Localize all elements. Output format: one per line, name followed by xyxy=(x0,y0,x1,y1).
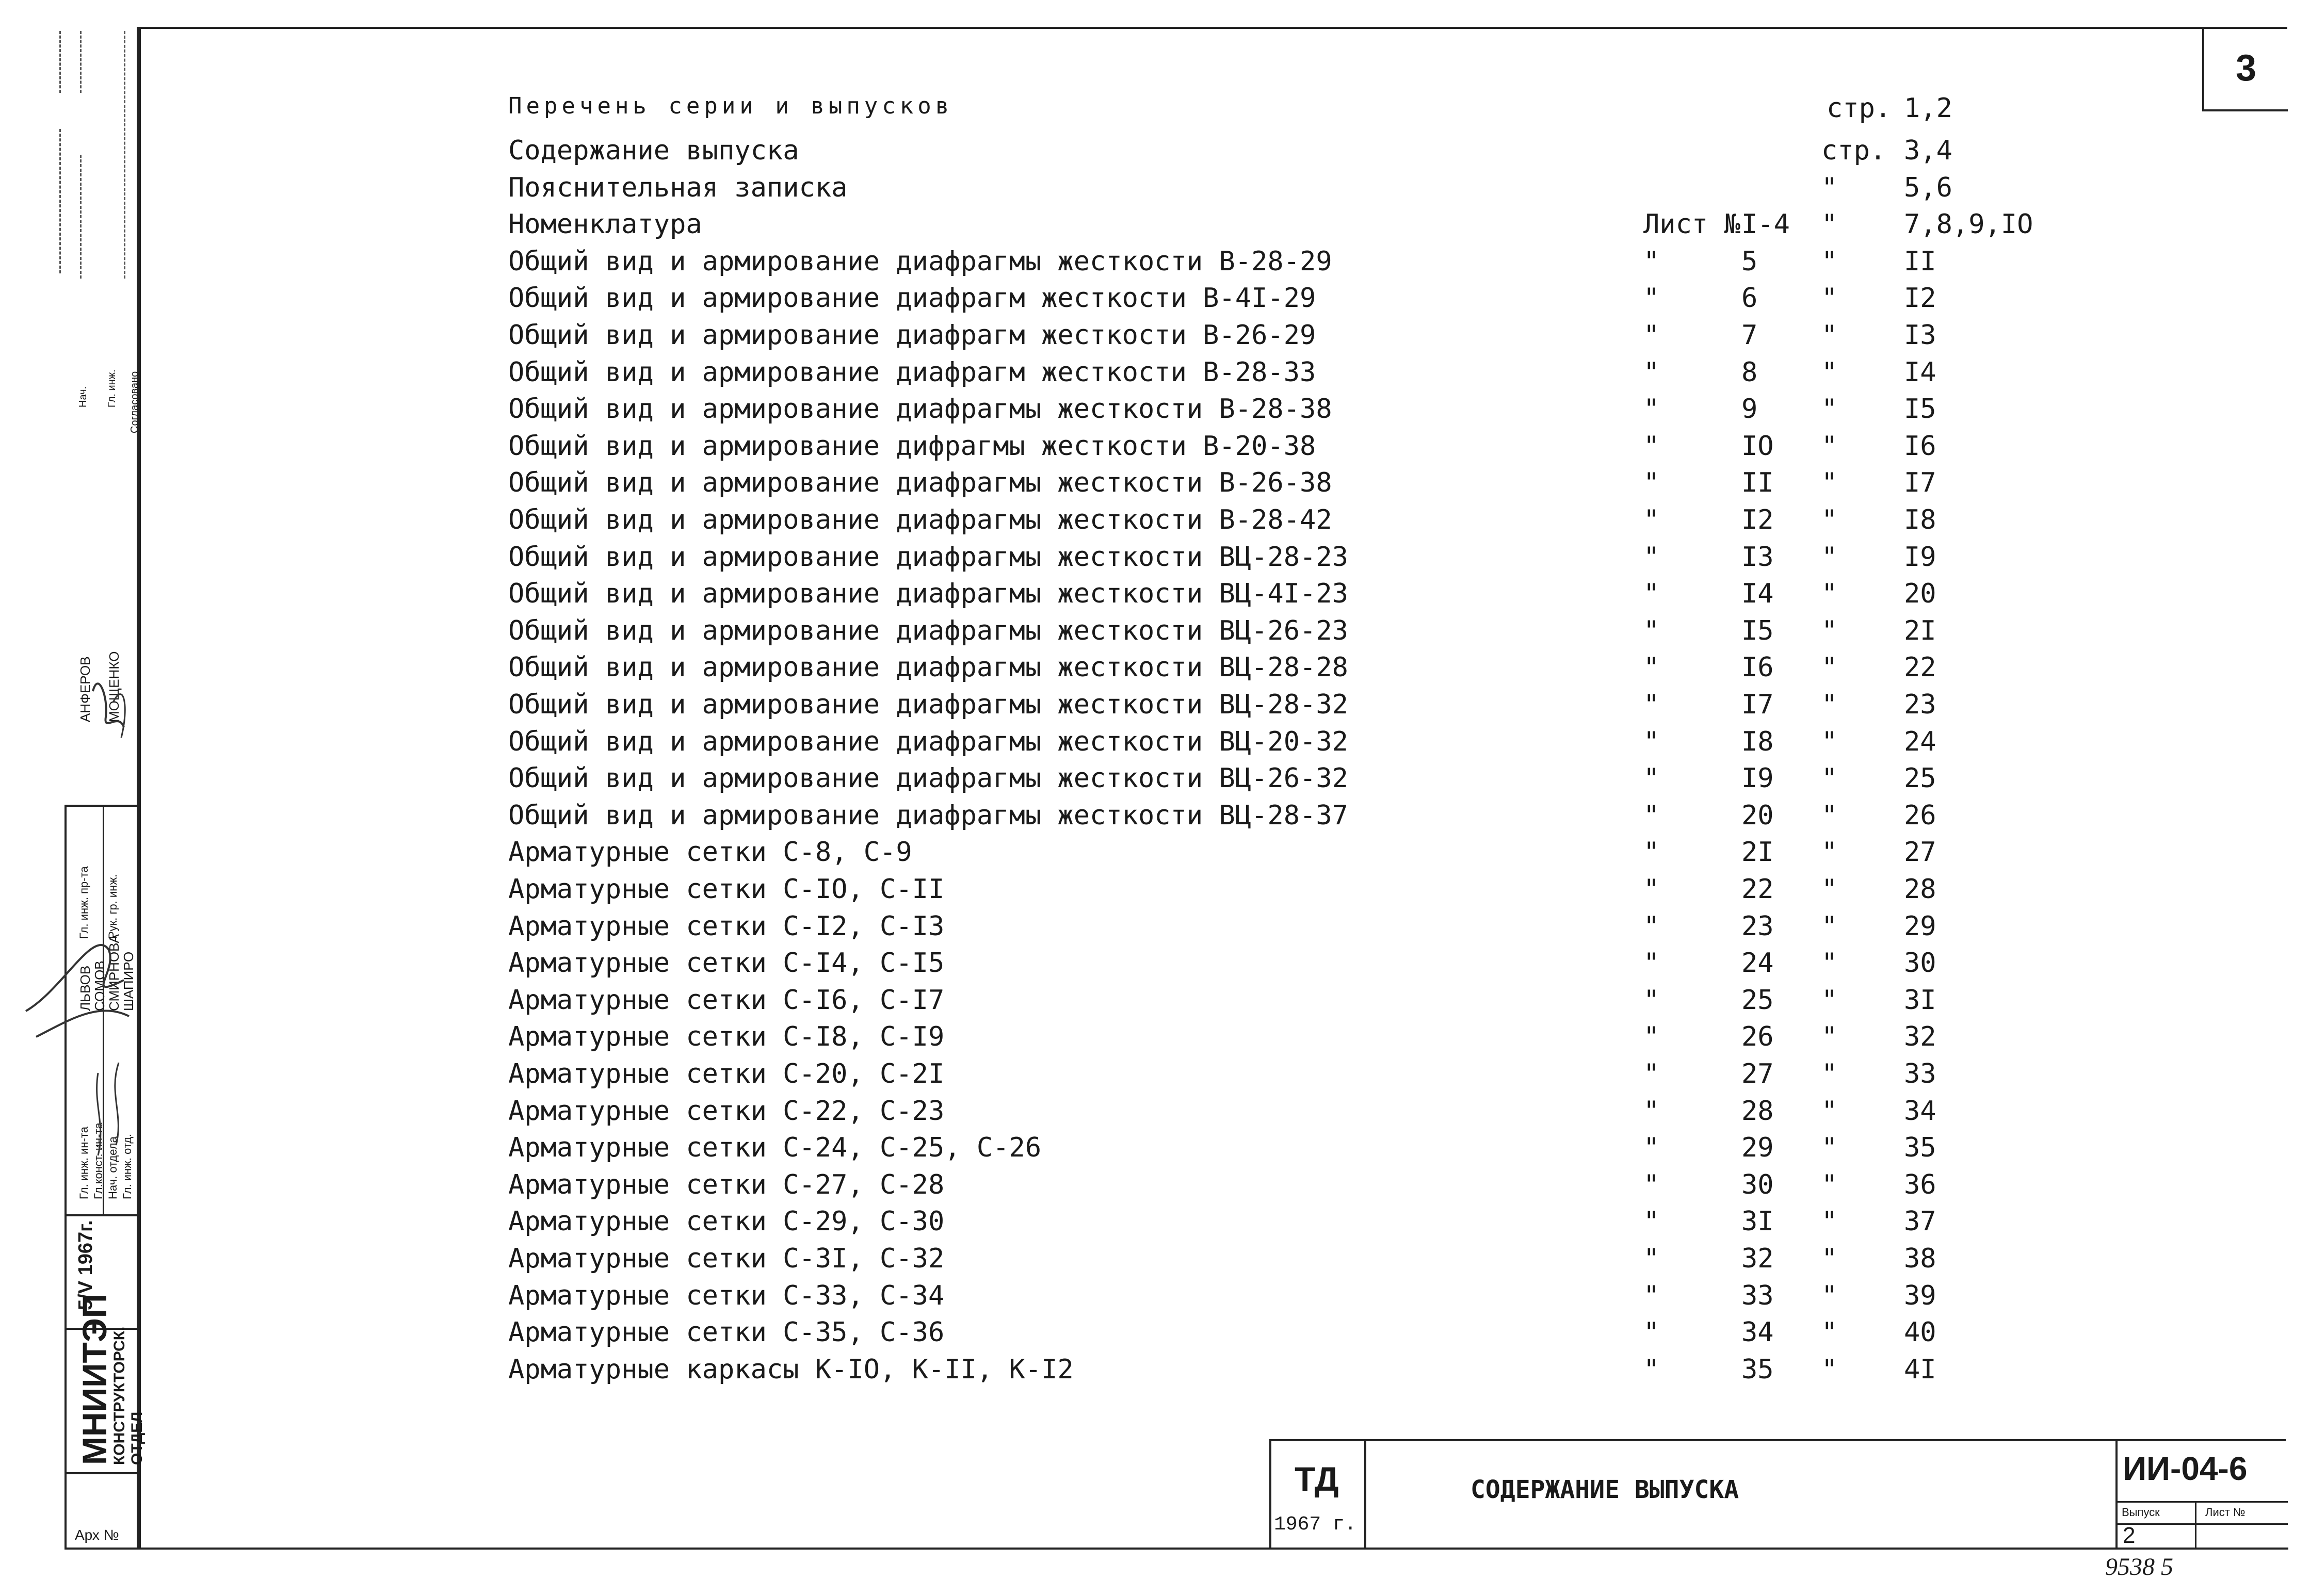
item-sheet: 34 xyxy=(1741,1317,1774,1348)
person-name: СОМОВ xyxy=(92,960,107,1011)
header-page-value: 1,2 xyxy=(1904,93,1952,124)
item-page: 25 xyxy=(1904,763,1936,794)
item-page: 33 xyxy=(1904,1058,1936,1089)
item-sheet: 29 xyxy=(1741,1132,1774,1164)
page-number: 3 xyxy=(2202,27,2288,111)
item-sheet: I9 xyxy=(1741,763,1774,794)
item-page-mark: " xyxy=(1821,1354,1838,1385)
item-title: Арматурные сетки С-IO, С-II xyxy=(508,874,945,905)
item-sheet-mark: " xyxy=(1643,837,1660,868)
item-page: I3 xyxy=(1904,320,1936,351)
item-sheet-mark: " xyxy=(1643,1169,1660,1200)
item-page-mark: " xyxy=(1821,209,1838,240)
item-page-mark: " xyxy=(1821,246,1838,277)
item-title: Общий вид и армирование диафрагм жесткости В-28-33 xyxy=(508,356,1316,388)
item-page-mark: " xyxy=(1821,430,1838,462)
role-label: Рук. гр. инж. xyxy=(106,874,119,939)
item-sheet-mark: " xyxy=(1643,1280,1660,1311)
approval-label: Нач. xyxy=(77,386,89,408)
archive-label: Арх № xyxy=(75,1527,119,1543)
item-page-mark: " xyxy=(1821,578,1838,610)
item-page: 3,4 xyxy=(1904,135,1952,166)
header-title: Перечень серии и выпусков xyxy=(508,93,954,119)
item-sheet-mark: " xyxy=(1643,320,1660,351)
item-sheet: 22 xyxy=(1741,874,1774,905)
item-sheet: 23 xyxy=(1741,910,1774,942)
item-title: Общий вид и армирование диафрагм жесткости В-26-29 xyxy=(508,320,1316,351)
stamp-org-code: ТД xyxy=(1295,1460,1339,1498)
item-title: Арматурные сетки С-8, С-9 xyxy=(508,837,912,868)
item-title: Арматурные сетки С-I8, С-I9 xyxy=(508,1021,945,1053)
issue-date: 5/V 1967г. xyxy=(75,1220,96,1310)
item-page: 20 xyxy=(1904,578,1936,610)
item-page-mark: " xyxy=(1821,1243,1838,1274)
item-page: 28 xyxy=(1904,874,1936,905)
item-sheet: 35 xyxy=(1741,1354,1774,1385)
item-sheet-mark: " xyxy=(1643,1206,1660,1237)
item-page-mark: " xyxy=(1821,504,1838,535)
item-title: Общий вид и армирование диафрагмы жесткости ВЦ-26-32 xyxy=(508,763,1348,794)
item-page: I7 xyxy=(1904,467,1936,499)
role-label: Гл. инж. пр-та xyxy=(77,866,90,939)
person-name: СМИРНОВА xyxy=(106,934,122,1011)
item-page-mark: " xyxy=(1821,615,1838,646)
person-name: АНФЕРОВ xyxy=(77,656,93,722)
item-title: Общий вид и армирование диафрагмы жесткости ВЦ-26-23 xyxy=(508,615,1348,646)
item-sheet-mark: " xyxy=(1643,689,1660,720)
item-sheet-mark: " xyxy=(1643,1243,1660,1274)
item-sheet-mark: " xyxy=(1643,726,1660,757)
item-sheet-mark: " xyxy=(1643,467,1660,499)
item-page-mark: " xyxy=(1821,910,1838,942)
item-sheet: I5 xyxy=(1741,615,1774,646)
item-page-mark: " xyxy=(1821,689,1838,720)
item-sheet-mark: Лист № xyxy=(1643,209,1740,240)
item-title: Арматурные сетки С-24, С-25, С-26 xyxy=(508,1132,1042,1164)
item-sheet-mark: " xyxy=(1643,984,1660,1016)
item-page: I2 xyxy=(1904,283,1936,314)
item-page: 3I xyxy=(1904,984,1936,1016)
item-sheet-mark: " xyxy=(1643,910,1660,942)
item-page-mark: " xyxy=(1821,1206,1838,1237)
item-sheet-mark: " xyxy=(1643,763,1660,794)
item-sheet-mark: " xyxy=(1643,1354,1660,1385)
item-sheet-mark: " xyxy=(1643,1021,1660,1053)
item-sheet: I8 xyxy=(1741,726,1774,757)
person-name: МОЩЕНКО xyxy=(106,651,122,722)
item-page-mark: " xyxy=(1821,394,1838,425)
item-sheet: I2 xyxy=(1741,504,1774,535)
item-title: Арматурные сетки С-20, С-2I xyxy=(508,1058,945,1089)
item-page-mark: " xyxy=(1821,1317,1838,1348)
item-sheet: 3I xyxy=(1741,1206,1774,1237)
item-page: 2I xyxy=(1904,615,1936,646)
item-page: I9 xyxy=(1904,541,1936,573)
item-sheet-mark: " xyxy=(1643,430,1660,462)
item-sheet: II xyxy=(1741,467,1774,499)
item-title: Арматурные сетки С-I4, С-I5 xyxy=(508,948,945,979)
item-page: 30 xyxy=(1904,948,1936,979)
item-sheet: 6 xyxy=(1741,283,1758,314)
item-sheet-mark: " xyxy=(1643,394,1660,425)
item-page-mark: " xyxy=(1821,763,1838,794)
item-title: Общий вид и армирование дифрагмы жесткости В-20-38 xyxy=(508,430,1316,462)
item-page-mark: " xyxy=(1821,283,1838,314)
item-title: Общий вид и армирование диафрагмы жесткости В-28-38 xyxy=(508,394,1332,425)
role-label: Гл.конст. ин-та xyxy=(92,1122,105,1199)
item-page-mark: " xyxy=(1821,356,1838,388)
item-page-mark: " xyxy=(1821,1132,1838,1164)
item-sheet-mark: " xyxy=(1643,615,1660,646)
item-page-mark: " xyxy=(1821,1095,1838,1127)
item-page: I6 xyxy=(1904,430,1936,462)
org-name: МНИИТЭП xyxy=(75,1293,114,1465)
role-label: Гл. инж. ин-та xyxy=(77,1127,90,1199)
item-page-mark: " xyxy=(1821,1021,1838,1053)
item-page: 24 xyxy=(1904,726,1936,757)
item-page: 4I xyxy=(1904,1354,1936,1385)
item-sheet-mark: " xyxy=(1643,800,1660,831)
item-page-mark: " xyxy=(1821,1169,1838,1200)
item-sheet-mark: " xyxy=(1643,948,1660,979)
org-dept: КОНСТРУКТОРСК. ОТДЕЛ xyxy=(111,1326,146,1465)
item-title: Арматурные сетки С-I6, С-I7 xyxy=(508,984,945,1016)
item-page: 38 xyxy=(1904,1243,1936,1274)
item-title: Общий вид и армирование диафрагмы жесткости ВЦ-28-32 xyxy=(508,689,1348,720)
item-title: Общий вид и армирование диафрагмы жесткости В-26-38 xyxy=(508,467,1332,499)
item-page-mark: " xyxy=(1821,800,1838,831)
item-sheet: 20 xyxy=(1741,800,1774,831)
item-sheet: 9 xyxy=(1741,394,1758,425)
item-page: 40 xyxy=(1904,1317,1936,1348)
item-sheet-mark: " xyxy=(1643,1317,1660,1348)
item-page: 34 xyxy=(1904,1095,1936,1127)
approval-label: Гл. инж. xyxy=(106,369,118,408)
item-sheet: 27 xyxy=(1741,1058,1774,1089)
item-sheet: 7 xyxy=(1741,320,1758,351)
item-page-mark: стр. xyxy=(1821,135,1886,166)
item-title: Арматурные сетки С-27, С-28 xyxy=(508,1169,945,1200)
item-page: I8 xyxy=(1904,504,1936,535)
item-page: 27 xyxy=(1904,837,1936,868)
divider xyxy=(67,1472,140,1474)
fold-mark xyxy=(59,31,61,93)
item-sheet-mark: " xyxy=(1643,1095,1660,1127)
frame-bottom-line xyxy=(64,1548,2288,1550)
item-title: Арматурные каркасы К-IO, К-II, К-I2 xyxy=(508,1354,1074,1385)
item-sheet: I4 xyxy=(1741,578,1774,610)
role-label: Нач. отдела xyxy=(106,1136,119,1199)
item-title: Содержание выпуска xyxy=(508,135,799,166)
item-sheet: 25 xyxy=(1741,984,1774,1016)
item-page-mark: " xyxy=(1821,652,1838,683)
sheet-label: Лист № xyxy=(2205,1506,2246,1519)
item-page: 23 xyxy=(1904,689,1936,720)
item-title: Арматурные сетки С-I2, С-I3 xyxy=(508,910,945,942)
series-code: ИИ-04-6 xyxy=(2123,1450,2248,1487)
item-title: Общий вид и армирование диафрагм жесткости В-4I-29 xyxy=(508,283,1316,314)
item-title: Пояснительная записка xyxy=(508,172,848,203)
item-page-mark: " xyxy=(1821,467,1838,499)
item-page: 35 xyxy=(1904,1132,1936,1164)
item-sheet: 33 xyxy=(1741,1280,1774,1311)
item-sheet: 24 xyxy=(1741,948,1774,979)
item-sheet: 8 xyxy=(1741,356,1758,388)
item-title: Общий вид и армирование диафрагмы жесткости В-28-29 xyxy=(508,246,1332,277)
item-page-mark: " xyxy=(1821,726,1838,757)
item-title: Арматурные сетки С-22, С-23 xyxy=(508,1095,945,1127)
item-sheet: I3 xyxy=(1741,541,1774,573)
fold-mark xyxy=(59,129,61,273)
item-title: Арматурные сетки С-33, С-34 xyxy=(508,1280,945,1311)
item-title: Арматурные сетки С-3I, С-32 xyxy=(508,1243,945,1274)
item-title: Общий вид и армирование диафрагмы жесткости ВЦ-28-28 xyxy=(508,652,1348,683)
item-sheet-mark: " xyxy=(1643,874,1660,905)
item-sheet: 32 xyxy=(1741,1243,1774,1274)
stamp-org-block xyxy=(1269,1439,1366,1550)
item-sheet: IO xyxy=(1741,430,1774,462)
item-page: 29 xyxy=(1904,910,1936,942)
item-title: Арматурные сетки С-35, С-36 xyxy=(508,1317,945,1348)
stamp-year: 1967 г. xyxy=(1274,1513,1356,1536)
item-page: 5,6 xyxy=(1904,172,1952,203)
item-page-mark: " xyxy=(1821,948,1838,979)
item-sheet: I6 xyxy=(1741,652,1774,683)
item-title: Общий вид и армирование диафрагмы жесткости ВЦ-28-23 xyxy=(508,541,1348,573)
role-label: Гл. инж. отд. xyxy=(121,1133,134,1199)
item-title: Общий вид и армирование диафрагмы жесткости ВЦ-4I-23 xyxy=(508,578,1348,610)
item-page: I4 xyxy=(1904,356,1936,388)
item-sheet: I7 xyxy=(1741,689,1774,720)
item-sheet: 28 xyxy=(1741,1095,1774,1127)
item-sheet-mark: " xyxy=(1643,1058,1660,1089)
header-page-label: стр. xyxy=(1827,93,1892,124)
item-title: Общий вид и армирование диафрагмы жесткости ВЦ-20-32 xyxy=(508,726,1348,757)
item-page-mark: " xyxy=(1821,1280,1838,1311)
item-sheet-mark: " xyxy=(1643,504,1660,535)
divider xyxy=(2195,1501,2196,1548)
item-page-mark: " xyxy=(1821,984,1838,1016)
stamp-title: СОДЕРЖАНИЕ ВЫПУСКА xyxy=(1471,1475,1739,1504)
approval-label: Согласовано xyxy=(129,371,140,433)
issue-label: Выпуск xyxy=(2122,1506,2160,1519)
item-sheet-mark: " xyxy=(1643,283,1660,314)
item-page: 36 xyxy=(1904,1169,1936,1200)
item-page: I5 xyxy=(1904,394,1936,425)
item-sheet-mark: " xyxy=(1643,246,1660,277)
issue-value: 2 xyxy=(2123,1523,2136,1548)
item-page-mark: " xyxy=(1821,320,1838,351)
item-sheet: 30 xyxy=(1741,1169,1774,1200)
stamp-code-block xyxy=(2115,1439,2288,1548)
person-name: ШАПИРО xyxy=(121,951,136,1011)
person-name: ЛЬВОВ xyxy=(77,965,93,1011)
archive-number: 9538 5 xyxy=(2105,1553,2173,1581)
item-sheet-mark: " xyxy=(1643,1132,1660,1164)
stamp-code-header xyxy=(2118,1501,2288,1525)
item-sheet-mark: " xyxy=(1643,541,1660,573)
item-page-mark: " xyxy=(1821,1058,1838,1089)
item-sheet-mark: " xyxy=(1643,356,1660,388)
item-sheet-mark: " xyxy=(1643,578,1660,610)
item-sheet: I-4 xyxy=(1741,209,1790,240)
item-page: 7,8,9,IO xyxy=(1904,209,2033,240)
item-page: 32 xyxy=(1904,1021,1936,1053)
item-title: Арматурные сетки С-29, С-30 xyxy=(508,1206,945,1237)
item-page-mark: " xyxy=(1821,541,1838,573)
item-page: 26 xyxy=(1904,800,1936,831)
item-page-mark: " xyxy=(1821,172,1838,203)
item-page-mark: " xyxy=(1821,874,1838,905)
item-page: II xyxy=(1904,246,1936,277)
item-title: Номенклатура xyxy=(508,209,702,240)
item-page: 37 xyxy=(1904,1206,1936,1237)
item-page: 39 xyxy=(1904,1280,1936,1311)
item-sheet: 5 xyxy=(1741,246,1758,277)
item-title: Общий вид и армирование диафрагмы жесткости В-28-42 xyxy=(508,504,1332,535)
item-page-mark: " xyxy=(1821,837,1838,868)
item-sheet: 26 xyxy=(1741,1021,1774,1053)
item-title: Общий вид и армирование диафрагмы жесткости ВЦ-28-37 xyxy=(508,800,1348,831)
signatures xyxy=(21,609,144,1228)
item-sheet-mark: " xyxy=(1643,652,1660,683)
item-sheet: 2I xyxy=(1741,837,1774,868)
item-page: 22 xyxy=(1904,652,1936,683)
